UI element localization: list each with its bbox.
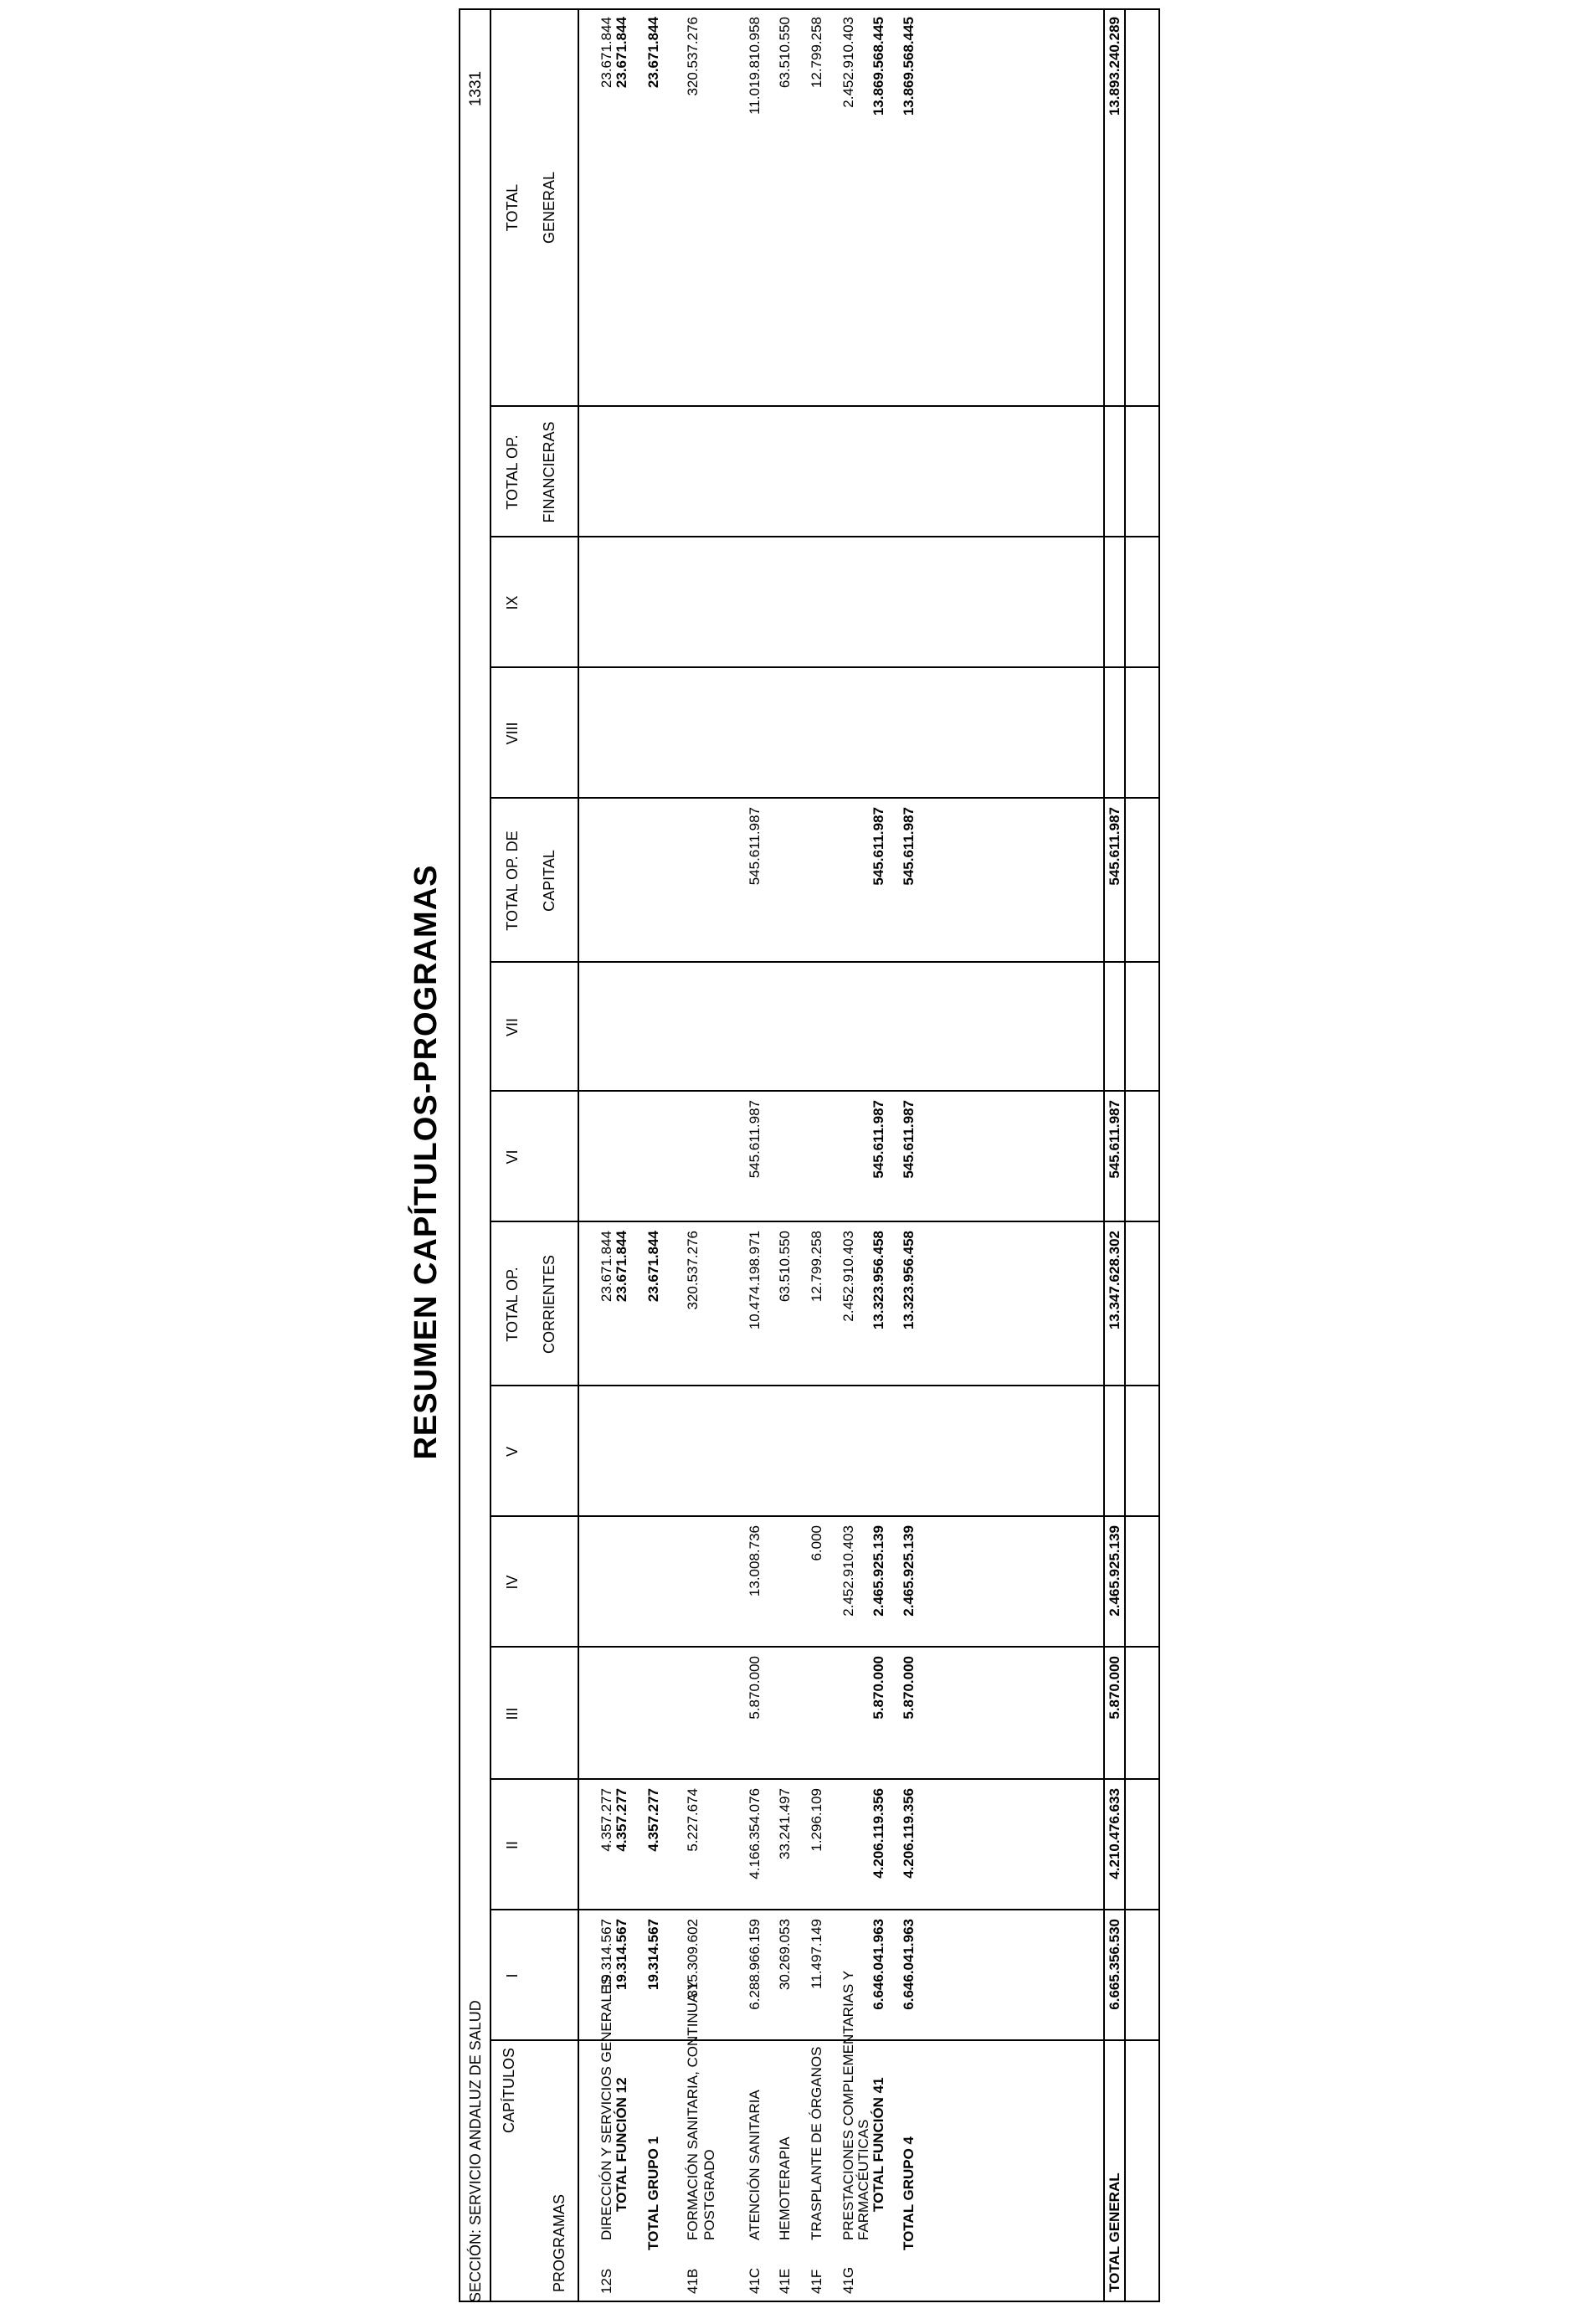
table-cell: 4.357.277	[645, 1788, 661, 1852]
table-cell: 13.869.568.445	[901, 17, 917, 116]
program-name: PRESTACIONES COMPLEMENTARIAS Y	[840, 1970, 856, 2240]
table-cell: 315.309.602	[685, 1919, 701, 1998]
table-cell: 13.008.736	[747, 1525, 763, 1597]
table-cell: 1.296.109	[809, 1788, 824, 1852]
column-rule	[490, 1515, 1160, 1517]
table-cell: 545.611.987	[901, 807, 917, 886]
program-name: TRASPLANTE DE ÓRGANOS	[809, 2046, 824, 2240]
table-cell: 545.611.987	[871, 807, 886, 886]
column-header: TOTAL OP. DE	[504, 830, 521, 931]
table-cell: 2.465.925.139	[871, 1525, 886, 1617]
program-name: TOTAL FUNCIÓN 41	[871, 2077, 886, 2212]
column-header: TOTAL OP.	[504, 434, 521, 510]
column-header: I	[504, 1973, 521, 1978]
column-header: VI	[504, 1149, 521, 1165]
total-top-rule	[1103, 8, 1105, 2302]
table-cell: 23.671.844	[614, 1231, 629, 1303]
table-cell: 4.206.119.356	[901, 1788, 917, 1879]
total-cell: 545.611.987	[1107, 807, 1122, 886]
header-capitulos: CAPÍTULOS	[501, 2048, 517, 2134]
total-cell: 5.870.000	[1107, 1656, 1122, 1720]
table-cell: 23.671.844	[645, 17, 661, 89]
column-rule	[490, 1090, 1160, 1092]
column-header-sub: GENERAL	[541, 171, 557, 244]
program-code: 41F	[809, 2269, 824, 2294]
column-header: III	[504, 1707, 521, 1720]
column-header: TOTAL OP.	[504, 1267, 521, 1342]
table-cell: 2.465.925.139	[901, 1525, 917, 1617]
table-cell: 5.227.674	[685, 1788, 701, 1852]
table-cell: 63.510.550	[777, 1231, 793, 1303]
column-header: TOTAL	[504, 183, 521, 232]
column-header-sub: CAPITAL	[541, 850, 557, 912]
total-cell: 6.665.356.530	[1107, 1919, 1122, 2010]
column-rule	[490, 536, 1160, 537]
table-cell: 6.288.966.159	[747, 1919, 763, 2010]
table-cell: 545.611.987	[747, 1100, 763, 1179]
table-cell: 19.314.567	[614, 1919, 629, 1991]
column-header-sub: FINANCIERAS	[541, 421, 557, 523]
total-cell: 545.611.987	[1107, 1100, 1122, 1179]
program-name: POSTGRADO	[701, 2149, 717, 2240]
total-cell: 4.210.476.633	[1107, 1788, 1122, 1879]
column-header: IV	[504, 1575, 521, 1590]
column-header-sub: CORRIENTES	[541, 1255, 557, 1355]
column-header: IX	[504, 595, 521, 610]
table-cell: 5.870.000	[871, 1656, 886, 1720]
table-cell: 19.314.567	[598, 1919, 614, 1991]
program-code: 41E	[777, 2268, 793, 2294]
header-top-rule	[490, 8, 491, 2302]
table-cell: 320.537.276	[685, 17, 701, 96]
table-cell: 12.799.258	[809, 17, 824, 89]
column-rule	[490, 797, 1160, 799]
program-code: 12S	[598, 2268, 614, 2294]
table-cell: 6.646.041.963	[871, 1919, 886, 2010]
column-rule	[490, 1778, 1160, 1780]
column-header: VII	[504, 1018, 521, 1037]
table-cell: 23.671.844	[598, 1231, 614, 1303]
table-cell: 5.870.000	[747, 1656, 763, 1720]
program-code: 41C	[747, 2267, 763, 2294]
table-cell: 6.000	[809, 1525, 824, 1561]
table-cell: 13.869.568.445	[871, 17, 886, 116]
table-cell: 2.452.910.403	[840, 1525, 856, 1617]
section-code: 1331	[467, 70, 485, 107]
program-name: DIRECCIÓN Y SERVICIOS GENERALES	[598, 1975, 614, 2240]
table-cell: 10.474.198.971	[747, 1231, 763, 1330]
program-name: FORMACIÓN SANITARIA, CONTINUA Y	[685, 1980, 701, 2240]
program-name: TOTAL FUNCIÓN 12	[614, 2077, 629, 2212]
total-cell: 13.893.240.289	[1107, 17, 1122, 116]
program-name: TOTAL GRUPO 1	[645, 2136, 661, 2250]
section-label: SECCIÓN: SERVICIO ANDALUZ DE SALUD	[467, 2000, 484, 2302]
table-cell: 4.357.277	[614, 1788, 629, 1852]
column-header: V	[504, 1447, 521, 1458]
column-rule	[490, 961, 1160, 963]
program-name: FARMACÉUTICAS	[855, 2119, 871, 2240]
total-cell: 13.347.628.302	[1107, 1231, 1122, 1330]
program-name: TOTAL GRUPO 4	[901, 2136, 917, 2250]
table-cell: 23.671.844	[614, 17, 629, 89]
table-cell: 320.537.276	[685, 1231, 701, 1310]
table-cell: 2.452.910.403	[840, 17, 856, 108]
table-cell: 33.241.497	[777, 1788, 793, 1860]
total-cell: 2.465.925.139	[1107, 1525, 1122, 1617]
column-rule	[490, 1221, 1160, 1222]
table-cell: 12.799.258	[809, 1231, 824, 1303]
table-cell: 4.166.354.076	[747, 1788, 763, 1879]
total-bottom-rule	[1124, 8, 1126, 2302]
header-programas: PROGRAMAS	[551, 2193, 568, 2292]
table-cell: 4.357.277	[598, 1788, 614, 1852]
column-header: VIII	[504, 722, 521, 745]
table-cell: 63.510.550	[777, 17, 793, 89]
table-cell: 11.019.810.958	[747, 17, 763, 115]
table-cell: 5.870.000	[901, 1656, 917, 1720]
page-title: RESUMEN CAPÍTULOS-PROGRAMAS	[408, 864, 444, 1460]
table-cell: 23.671.844	[598, 17, 614, 89]
program-name: HEMOTERAPIA	[777, 2136, 793, 2240]
total-general-label: TOTAL GENERAL	[1107, 2172, 1122, 2292]
table-cell: 2.452.910.403	[840, 1231, 856, 1322]
table-cell: 23.671.844	[645, 1231, 661, 1303]
table-cell: 545.611.987	[871, 1100, 886, 1179]
table-cell: 13.323.956.458	[901, 1231, 917, 1330]
table-cell: 30.269.053	[777, 1919, 793, 1991]
table-cell: 11.497.149	[809, 1919, 824, 1989]
table-cell: 545.611.987	[901, 1100, 917, 1179]
table-cell: 19.314.567	[645, 1919, 661, 1991]
column-rule	[490, 666, 1160, 668]
table-cell: 545.611.987	[747, 807, 763, 886]
table-cell: 6.646.041.963	[901, 1919, 917, 2010]
program-code: 41G	[840, 2266, 856, 2294]
program-code: 41B	[685, 2268, 701, 2294]
header-bottom-rule	[578, 8, 579, 2302]
table-cell: 13.323.956.458	[871, 1231, 886, 1330]
column-header: II	[504, 1841, 521, 1850]
table-cell: 4.206.119.356	[871, 1788, 886, 1879]
program-name: ATENCIÓN SANITARIA	[747, 2090, 763, 2240]
